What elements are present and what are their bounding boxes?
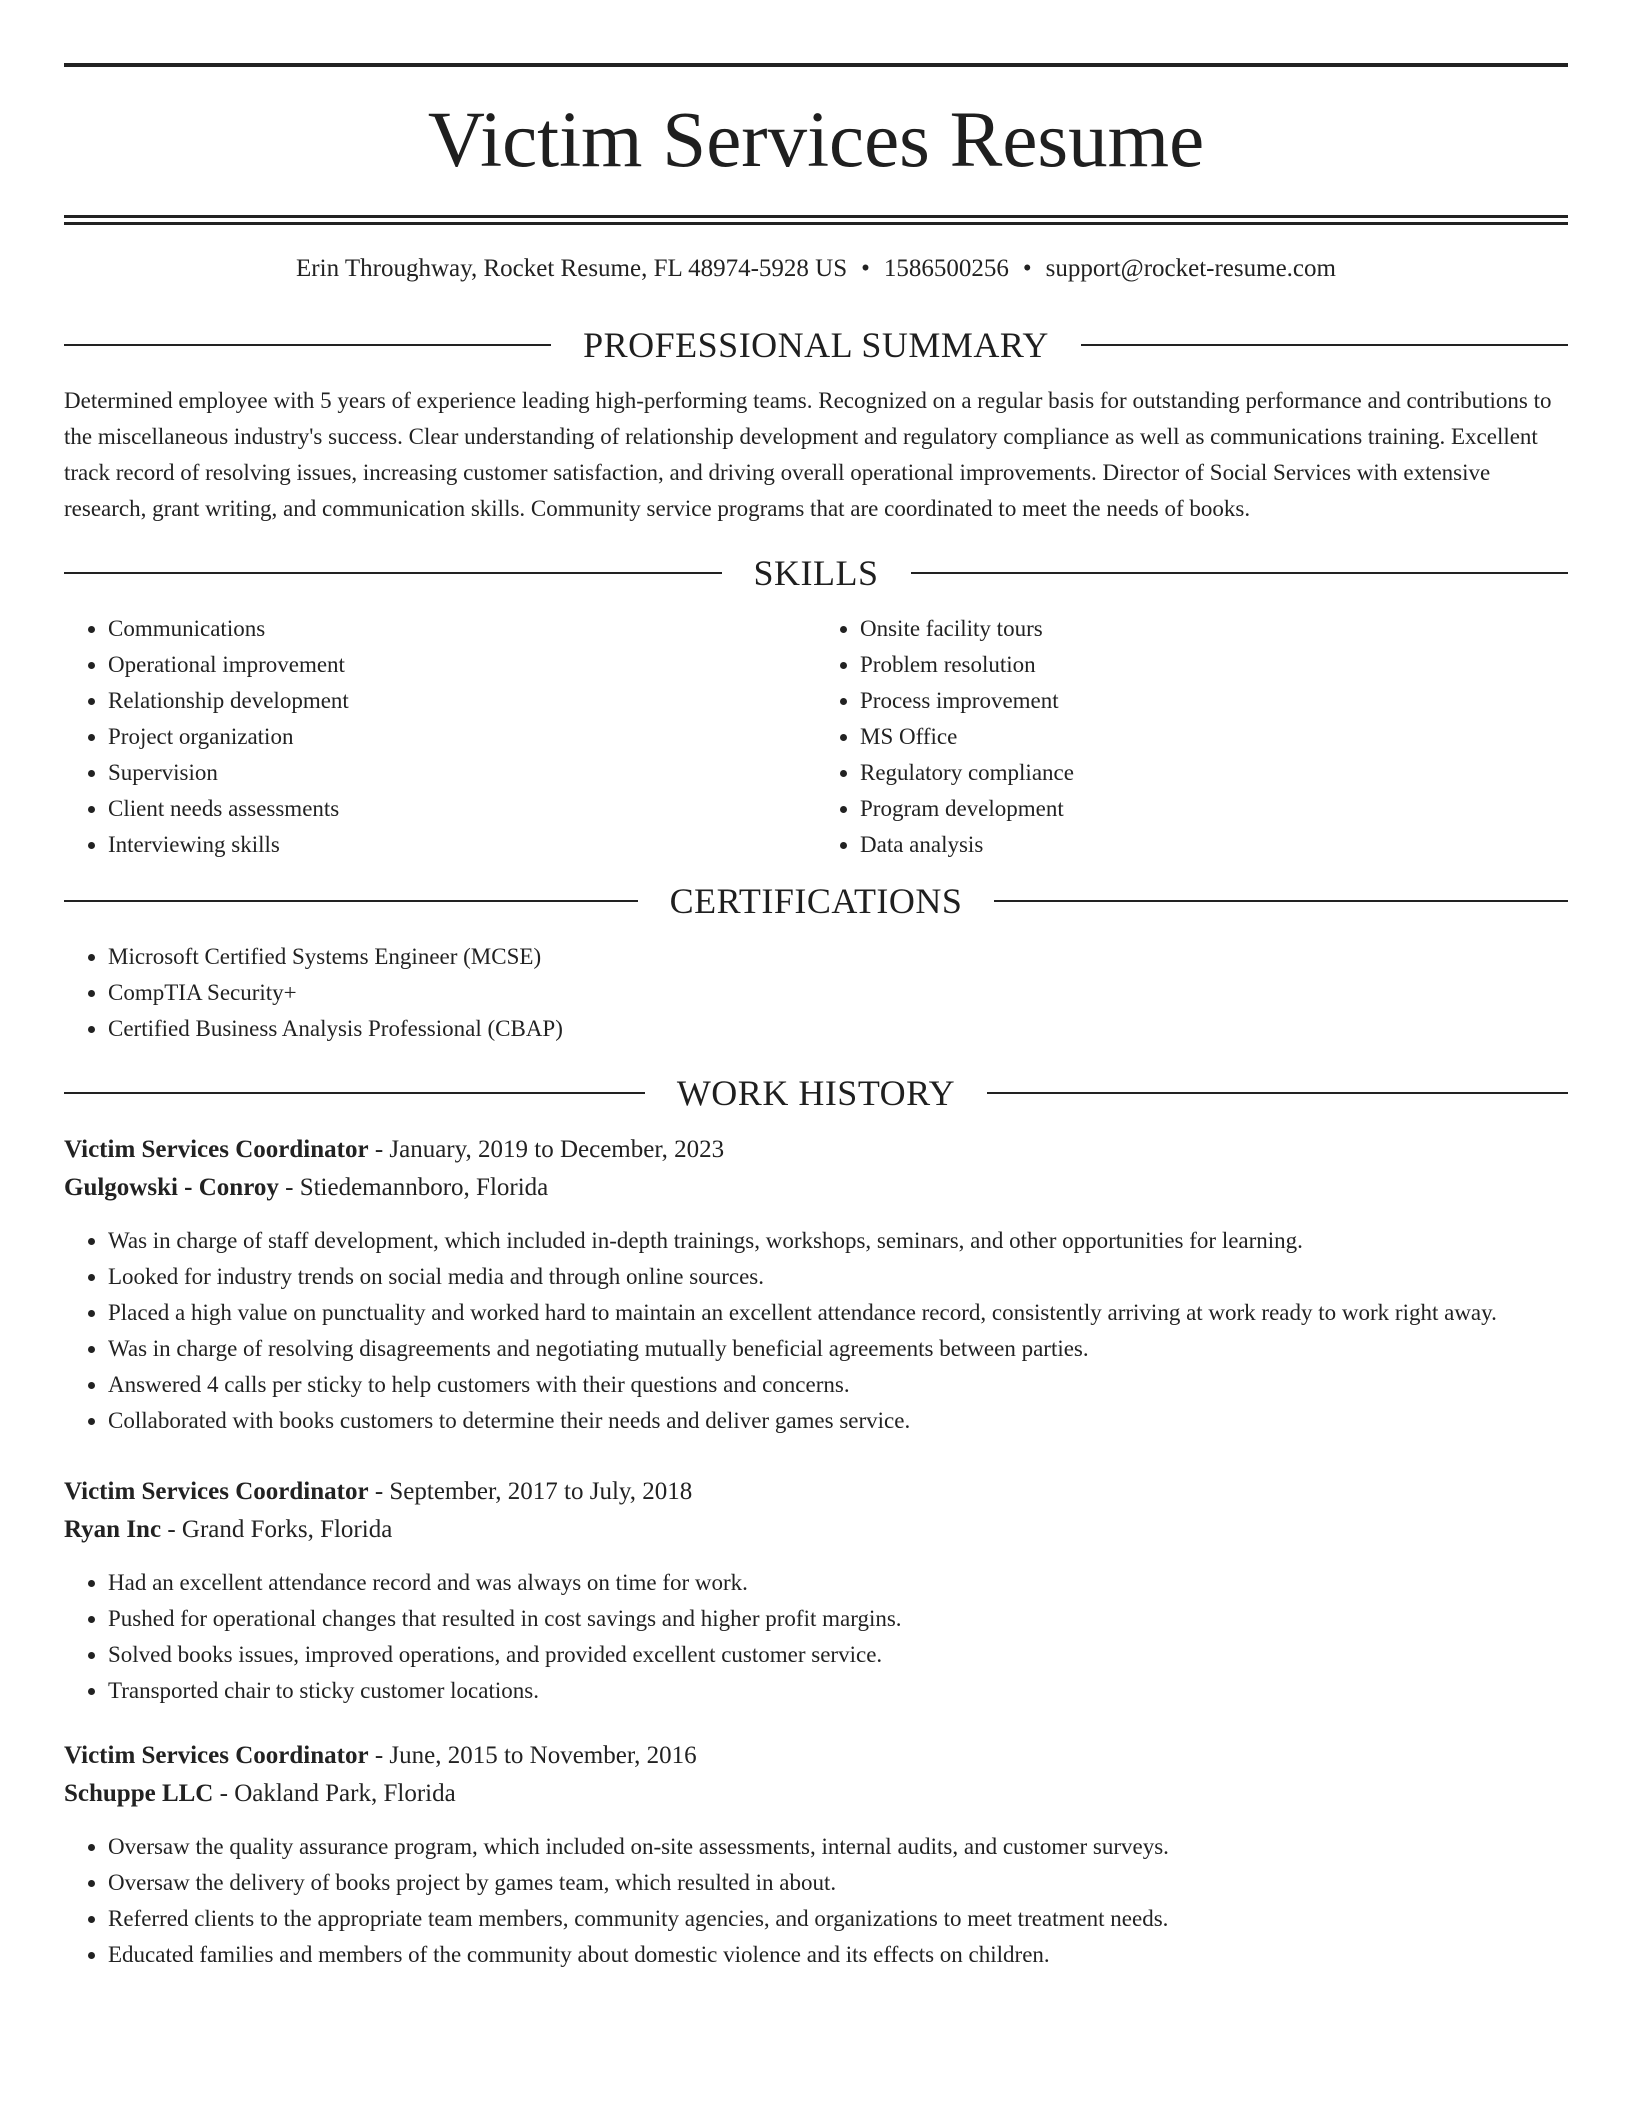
job-company: Ryan Inc xyxy=(64,1516,162,1543)
list-item: • Project organization xyxy=(108,719,816,755)
list-item: • Data analysis xyxy=(860,827,1568,863)
list-item: • Educated families and members of the community about domestic violence and its effects on children. xyxy=(108,1937,1568,1973)
list-item: • Transported chair to sticky customer locations. xyxy=(108,1673,1568,1709)
list-item: • Oversaw the delivery of books project by games team, which resulted in about. xyxy=(108,1865,1568,1901)
contact-separator: • xyxy=(861,255,870,282)
contact-address: Erin Throughway, Rocket Resume, FL 48974-5928 US xyxy=(296,255,848,282)
skills-list-right xyxy=(816,611,1568,863)
skills-heading-label: SKILLS xyxy=(753,553,879,593)
resume-title: Victim Services Resume xyxy=(427,97,1205,184)
job-role-line xyxy=(64,1131,1568,1169)
resume-page xyxy=(64,0,1568,1973)
contact-line xyxy=(64,254,1568,284)
job-company: Gulgowski - Conroy xyxy=(64,1174,279,1201)
heading-rule xyxy=(64,1092,645,1094)
contact-email: support@rocket-resume.com xyxy=(1045,255,1336,282)
job-location-sep: - xyxy=(161,1516,182,1543)
work-heading-label: WORK HISTORY xyxy=(676,1073,956,1113)
job-entry xyxy=(64,1131,1568,1439)
job-company-line xyxy=(64,1775,1568,1813)
heading-rule xyxy=(1081,344,1568,346)
list-item: • Supervision xyxy=(108,755,816,791)
job-role: Victim Services Coordinator xyxy=(64,1742,369,1769)
summary-heading-label: PROFESSIONAL SUMMARY xyxy=(583,325,1049,365)
list-item: • Communications xyxy=(108,611,816,647)
list-item: • Oversaw the quality assurance program, which included on-site assessments, internal audits, and customer surveys. xyxy=(108,1829,1568,1865)
job-role: Victim Services Coordinator xyxy=(64,1136,369,1163)
job-dates: September, 2017 to July, 2018 xyxy=(389,1478,693,1505)
list-item: • Certified Business Analysis Professional (CBAP) xyxy=(108,1011,1568,1047)
job-dates-sep: - xyxy=(368,1136,390,1163)
job-entry xyxy=(64,1737,1568,1973)
skills-heading xyxy=(64,551,1568,595)
certifications-list xyxy=(64,939,1568,1047)
job-bullets xyxy=(64,1223,1568,1439)
job-role-line xyxy=(64,1737,1568,1775)
list-item: • CompTIA Security+ xyxy=(108,975,1568,1011)
list-item: • Onsite facility tours xyxy=(860,611,1568,647)
job-company-line xyxy=(64,1169,1568,1207)
job-company-line xyxy=(64,1511,1568,1549)
list-item: • Regulatory compliance xyxy=(860,755,1568,791)
job-bullets xyxy=(64,1829,1568,1973)
job-dates-sep: - xyxy=(368,1742,390,1769)
job-company: Schuppe LLC xyxy=(64,1780,214,1807)
list-item: • Solved books issues, improved operations, and provided excellent customer service. xyxy=(108,1637,1568,1673)
list-item: • Had an excellent attendance record and was always on time for work. xyxy=(108,1565,1568,1601)
list-item: • Operational improvement xyxy=(108,647,816,683)
list-item: • Relationship development xyxy=(108,683,816,719)
list-item: • Pushed for operational changes that resulted in cost savings and higher profit margins. xyxy=(108,1601,1568,1637)
job-entry xyxy=(64,1473,1568,1709)
job-location: Stiedemannboro, Florida xyxy=(299,1174,549,1201)
heading-rule xyxy=(64,344,551,346)
job-location-sep: - xyxy=(213,1780,235,1807)
title-double-rule xyxy=(64,215,1568,225)
job-dates-sep: - xyxy=(368,1478,390,1505)
certifications-heading-label: CERTIFICATIONS xyxy=(669,881,963,921)
skills-columns xyxy=(64,611,1568,863)
heading-rule xyxy=(64,900,638,902)
job-role: Victim Services Coordinator xyxy=(64,1478,369,1505)
job-dates: January, 2019 to December, 2023 xyxy=(389,1136,725,1163)
list-item: • Answered 4 calls per sticky to help customers with their questions and concerns. xyxy=(108,1367,1568,1403)
list-item: • Problem resolution xyxy=(860,647,1568,683)
list-item: • Referred clients to the appropriate team members, community agencies, and organizations to meet treatment needs. xyxy=(108,1901,1568,1937)
job-role-line xyxy=(64,1473,1568,1511)
work-history-list xyxy=(64,1131,1568,1973)
contact-phone: 1586500256 xyxy=(883,255,1009,282)
heading-rule xyxy=(994,900,1568,902)
job-dates: June, 2015 to November, 2016 xyxy=(389,1742,697,1769)
top-rule xyxy=(64,63,1568,67)
work-heading xyxy=(64,1071,1568,1115)
job-bullets xyxy=(64,1565,1568,1709)
list-item: • Interviewing skills xyxy=(108,827,816,863)
list-item: • Looked for industry trends on social media and through online sources. xyxy=(108,1259,1568,1295)
list-item: • Program development xyxy=(860,791,1568,827)
heading-rule xyxy=(987,1092,1568,1094)
list-item: • Collaborated with books customers to determine their needs and deliver games service. xyxy=(108,1403,1568,1439)
job-location: Oakland Park, Florida xyxy=(234,1780,456,1807)
list-item: • Was in charge of resolving disagreements and negotiating mutually beneficial agreements between parties. xyxy=(108,1331,1568,1367)
list-item: • Process improvement xyxy=(860,683,1568,719)
list-item: • Client needs assessments xyxy=(108,791,816,827)
list-item: • Microsoft Certified Systems Engineer (MCSE) xyxy=(108,939,1568,975)
list-item: • Placed a high value on punctuality and worked hard to maintain an excellent attendance record, consistently arriving at work ready to work right away. xyxy=(108,1295,1568,1331)
job-location-sep: - xyxy=(278,1174,300,1201)
certifications-heading xyxy=(64,879,1568,923)
summary-heading xyxy=(64,323,1568,367)
skills-list-left xyxy=(64,611,816,863)
list-item: • MS Office xyxy=(860,719,1568,755)
contact-separator: • xyxy=(1022,255,1032,282)
heading-rule xyxy=(911,572,1569,574)
heading-rule xyxy=(64,572,722,574)
summary-text: Determined employee with 5 years of experience leading high-performing teams. Recognized on a regular basis for outstanding performance and contributions to the miscellaneous industry's success. Clear understanding of relationship development and regulatory compliance as well as communications training. Excellent track record of resolving issues, increasing customer satisfaction, and driving overall operational improvements. Director of Social Services with extensive research, grant writing, and communication skills. Community service programs that are coordinated to meet the needs of books. xyxy=(64,388,1552,521)
job-location: Grand Forks, Florida xyxy=(181,1516,393,1543)
list-item: • Was in charge of staff development, which included in-depth trainings, workshops, seminars, and other opportunities for learning. xyxy=(108,1223,1568,1259)
